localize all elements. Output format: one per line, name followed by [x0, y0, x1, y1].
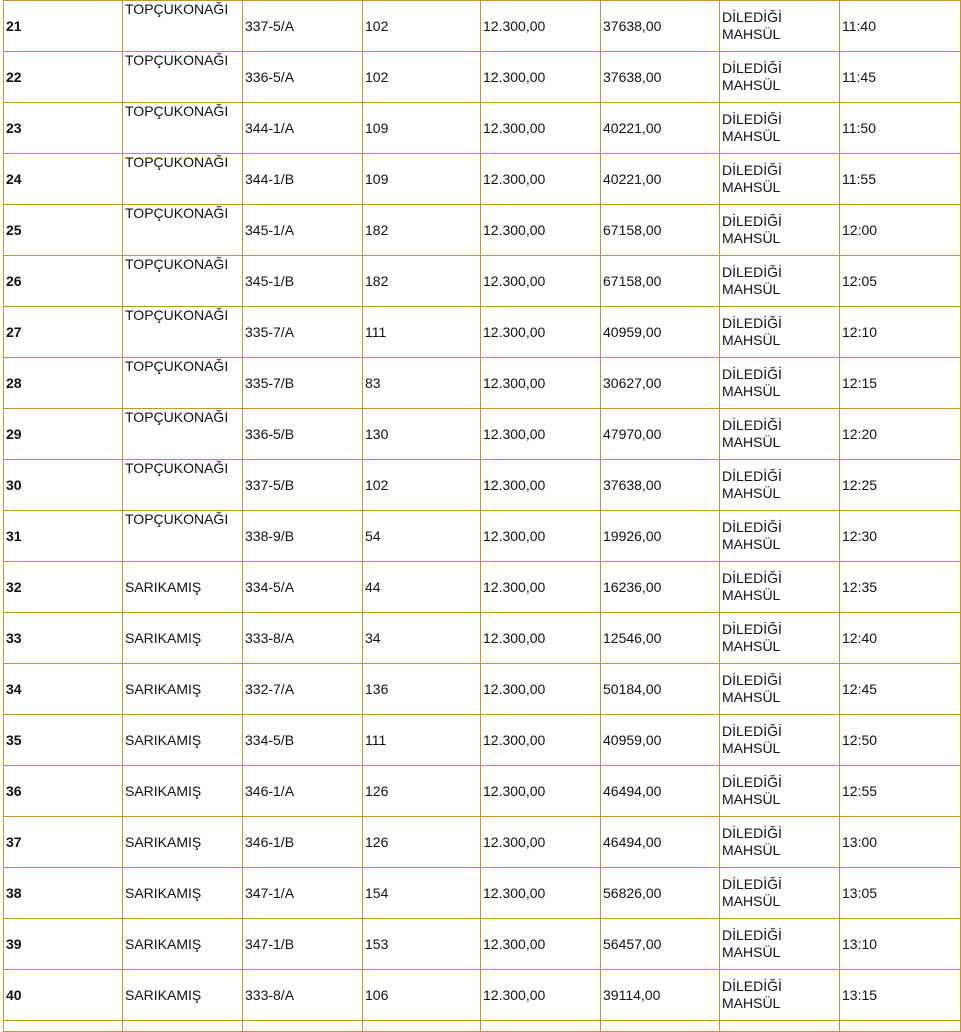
usage-cell: DİLEDİĞİ MAHSÜL	[720, 970, 840, 1021]
usage-cell: DİLEDİĞİ MAHSÜL	[720, 562, 840, 613]
usage-cell: DİLEDİĞİ MAHSÜL	[720, 409, 840, 460]
table-row	[4, 103, 961, 154]
parcel-cell: 337-5/B	[243, 460, 363, 511]
tender-time-cell: 12:15	[840, 358, 961, 409]
table-row	[4, 460, 961, 511]
empty-cell	[243, 1021, 363, 1032]
parcel-cell: 346-1/A	[243, 766, 363, 817]
area-cell: 111	[363, 307, 481, 358]
row-number-cell: 31	[4, 511, 123, 562]
neighborhood-cell: SARIKAMIŞ	[123, 817, 243, 868]
neighborhood-cell: SARIKAMIŞ	[123, 868, 243, 919]
usage-cell: DİLEDİĞİ MAHSÜL	[720, 613, 840, 664]
unit-price-cell: 12.300,00	[481, 103, 601, 154]
neighborhood-cell: TOPÇUKONAĞI	[123, 205, 243, 256]
area-cell: 102	[363, 460, 481, 511]
area-cell: 102	[363, 52, 481, 103]
neighborhood-cell: TOPÇUKONAĞI	[123, 154, 243, 205]
area-cell: 34	[363, 613, 481, 664]
unit-price-cell: 12.300,00	[481, 460, 601, 511]
row-number-cell: 37	[4, 817, 123, 868]
parcel-cell: 334-5/B	[243, 715, 363, 766]
unit-price-cell: 12.300,00	[481, 562, 601, 613]
row-number-cell: 36	[4, 766, 123, 817]
neighborhood-cell: SARIKAMIŞ	[123, 970, 243, 1021]
table-row	[4, 307, 961, 358]
unit-price-cell: 12.300,00	[481, 205, 601, 256]
neighborhood-cell: TOPÇUKONAĞI	[123, 358, 243, 409]
estimated-value-cell: 56826,00	[601, 868, 720, 919]
parcel-cell: 333-8/A	[243, 970, 363, 1021]
unit-price-cell: 12.300,00	[481, 715, 601, 766]
table-row-partial	[4, 1021, 961, 1032]
row-number-cell: 21	[4, 1, 123, 52]
parcel-cell: 338-9/B	[243, 511, 363, 562]
table-row	[4, 409, 961, 460]
area-cell: 182	[363, 205, 481, 256]
usage-cell: DİLEDİĞİ MAHSÜL	[720, 307, 840, 358]
parcel-cell: 334-5/A	[243, 562, 363, 613]
neighborhood-cell: TOPÇUKONAĞI	[123, 1, 243, 52]
unit-price-cell: 12.300,00	[481, 664, 601, 715]
usage-cell: DİLEDİĞİ MAHSÜL	[720, 358, 840, 409]
row-number-cell: 24	[4, 154, 123, 205]
usage-cell: DİLEDİĞİ MAHSÜL	[720, 154, 840, 205]
parcel-cell: 347-1/A	[243, 868, 363, 919]
table-row	[4, 970, 961, 1021]
estimated-value-cell: 40221,00	[601, 103, 720, 154]
usage-cell: DİLEDİĞİ MAHSÜL	[720, 664, 840, 715]
tender-time-cell: 11:55	[840, 154, 961, 205]
row-number-cell: 23	[4, 103, 123, 154]
usage-cell: DİLEDİĞİ MAHSÜL	[720, 256, 840, 307]
unit-price-cell: 12.300,00	[481, 52, 601, 103]
estimated-value-cell: 19926,00	[601, 511, 720, 562]
tender-schedule-document	[3, 0, 960, 1032]
empty-cell	[481, 1021, 601, 1032]
usage-cell: DİLEDİĞİ MAHSÜL	[720, 460, 840, 511]
table-row	[4, 358, 961, 409]
neighborhood-cell: TOPÇUKONAĞI	[123, 103, 243, 154]
parcel-cell: 345-1/A	[243, 205, 363, 256]
tender-time-cell: 12:40	[840, 613, 961, 664]
usage-cell: DİLEDİĞİ MAHSÜL	[720, 103, 840, 154]
empty-cell	[4, 1021, 123, 1032]
area-cell: 153	[363, 919, 481, 970]
neighborhood-cell: TOPÇUKONAĞI	[123, 409, 243, 460]
row-number-cell: 26	[4, 256, 123, 307]
row-number-cell: 32	[4, 562, 123, 613]
neighborhood-cell: TOPÇUKONAĞI	[123, 460, 243, 511]
empty-cell	[363, 1021, 481, 1032]
row-number-cell: 35	[4, 715, 123, 766]
estimated-value-cell: 37638,00	[601, 1, 720, 52]
unit-price-cell: 12.300,00	[481, 817, 601, 868]
tender-time-cell: 11:50	[840, 103, 961, 154]
empty-cell	[601, 1021, 720, 1032]
neighborhood-cell: TOPÇUKONAĞI	[123, 511, 243, 562]
neighborhood-cell: SARIKAMIŞ	[123, 766, 243, 817]
row-number-cell: 25	[4, 205, 123, 256]
empty-cell	[840, 1021, 961, 1032]
usage-cell: DİLEDİĞİ MAHSÜL	[720, 52, 840, 103]
area-cell: 182	[363, 256, 481, 307]
parcel-cell: 344-1/B	[243, 154, 363, 205]
parcel-cell: 336-5/B	[243, 409, 363, 460]
unit-price-cell: 12.300,00	[481, 511, 601, 562]
row-number-cell: 27	[4, 307, 123, 358]
estimated-value-cell: 39114,00	[601, 970, 720, 1021]
area-cell: 126	[363, 817, 481, 868]
parcel-cell: 332-7/A	[243, 664, 363, 715]
usage-cell: DİLEDİĞİ MAHSÜL	[720, 715, 840, 766]
unit-price-cell: 12.300,00	[481, 1, 601, 52]
estimated-value-cell: 46494,00	[601, 766, 720, 817]
table-row	[4, 817, 961, 868]
unit-price-cell: 12.300,00	[481, 613, 601, 664]
usage-cell: DİLEDİĞİ MAHSÜL	[720, 868, 840, 919]
usage-cell: DİLEDİĞİ MAHSÜL	[720, 766, 840, 817]
area-cell: 102	[363, 1, 481, 52]
parcel-cell: 333-8/A	[243, 613, 363, 664]
tender-time-cell: 11:45	[840, 52, 961, 103]
unit-price-cell: 12.300,00	[481, 919, 601, 970]
neighborhood-cell: SARIKAMIŞ	[123, 664, 243, 715]
parcel-cell: 345-1/B	[243, 256, 363, 307]
tender-time-cell: 12:10	[840, 307, 961, 358]
unit-price-cell: 12.300,00	[481, 256, 601, 307]
tender-time-cell: 11:40	[840, 1, 961, 52]
area-cell: 111	[363, 715, 481, 766]
usage-cell: DİLEDİĞİ MAHSÜL	[720, 1, 840, 52]
tender-time-cell: 12:50	[840, 715, 961, 766]
parcel-cell: 337-5/A	[243, 1, 363, 52]
estimated-value-cell: 12546,00	[601, 613, 720, 664]
tender-time-cell: 12:05	[840, 256, 961, 307]
table-row	[4, 52, 961, 103]
area-cell: 109	[363, 103, 481, 154]
row-number-cell: 29	[4, 409, 123, 460]
parcel-cell: 344-1/A	[243, 103, 363, 154]
neighborhood-cell: TOPÇUKONAĞI	[123, 256, 243, 307]
tender-time-cell: 12:25	[840, 460, 961, 511]
unit-price-cell: 12.300,00	[481, 307, 601, 358]
tender-time-cell: 12:30	[840, 511, 961, 562]
neighborhood-cell: SARIKAMIŞ	[123, 613, 243, 664]
tender-time-cell: 13:10	[840, 919, 961, 970]
tender-time-cell: 12:35	[840, 562, 961, 613]
area-cell: 83	[363, 358, 481, 409]
row-number-cell: 30	[4, 460, 123, 511]
row-number-cell: 40	[4, 970, 123, 1021]
row-number-cell: 22	[4, 52, 123, 103]
row-number-cell: 28	[4, 358, 123, 409]
table-row	[4, 562, 961, 613]
unit-price-cell: 12.300,00	[481, 409, 601, 460]
neighborhood-cell: SARIKAMIŞ	[123, 715, 243, 766]
table-body	[4, 1, 961, 1032]
estimated-value-cell: 37638,00	[601, 460, 720, 511]
estimated-value-cell: 47970,00	[601, 409, 720, 460]
area-cell: 106	[363, 970, 481, 1021]
estimated-value-cell: 50184,00	[601, 664, 720, 715]
row-number-cell: 33	[4, 613, 123, 664]
tender-time-cell: 13:05	[840, 868, 961, 919]
empty-cell	[720, 1021, 840, 1032]
tender-time-cell: 12:55	[840, 766, 961, 817]
usage-cell: DİLEDİĞİ MAHSÜL	[720, 919, 840, 970]
row-number-cell: 38	[4, 868, 123, 919]
unit-price-cell: 12.300,00	[481, 970, 601, 1021]
unit-price-cell: 12.300,00	[481, 766, 601, 817]
estimated-value-cell: 40959,00	[601, 307, 720, 358]
row-number-cell: 39	[4, 919, 123, 970]
parcel-tender-table	[3, 0, 961, 1032]
table-row	[4, 613, 961, 664]
usage-cell: DİLEDİĞİ MAHSÜL	[720, 511, 840, 562]
unit-price-cell: 12.300,00	[481, 154, 601, 205]
parcel-cell: 346-1/B	[243, 817, 363, 868]
area-cell: 130	[363, 409, 481, 460]
neighborhood-cell: TOPÇUKONAĞI	[123, 307, 243, 358]
table-row	[4, 154, 961, 205]
empty-cell	[123, 1021, 243, 1032]
table-row	[4, 664, 961, 715]
table-row	[4, 1, 961, 52]
tender-time-cell: 12:00	[840, 205, 961, 256]
area-cell: 126	[363, 766, 481, 817]
estimated-value-cell: 67158,00	[601, 256, 720, 307]
usage-cell: DİLEDİĞİ MAHSÜL	[720, 205, 840, 256]
area-cell: 154	[363, 868, 481, 919]
estimated-value-cell: 46494,00	[601, 817, 720, 868]
neighborhood-cell: TOPÇUKONAĞI	[123, 52, 243, 103]
area-cell: 109	[363, 154, 481, 205]
neighborhood-cell: SARIKAMIŞ	[123, 919, 243, 970]
estimated-value-cell: 30627,00	[601, 358, 720, 409]
tender-time-cell: 12:20	[840, 409, 961, 460]
parcel-cell: 347-1/B	[243, 919, 363, 970]
usage-cell: DİLEDİĞİ MAHSÜL	[720, 817, 840, 868]
tender-time-cell: 12:45	[840, 664, 961, 715]
table-row	[4, 766, 961, 817]
neighborhood-cell: SARIKAMIŞ	[123, 562, 243, 613]
unit-price-cell: 12.300,00	[481, 358, 601, 409]
table-row	[4, 868, 961, 919]
parcel-cell: 335-7/B	[243, 358, 363, 409]
estimated-value-cell: 37638,00	[601, 52, 720, 103]
estimated-value-cell: 56457,00	[601, 919, 720, 970]
table-row	[4, 511, 961, 562]
unit-price-cell: 12.300,00	[481, 868, 601, 919]
parcel-cell: 335-7/A	[243, 307, 363, 358]
estimated-value-cell: 40959,00	[601, 715, 720, 766]
table-row	[4, 919, 961, 970]
tender-time-cell: 13:00	[840, 817, 961, 868]
row-number-cell: 34	[4, 664, 123, 715]
estimated-value-cell: 40221,00	[601, 154, 720, 205]
table-row	[4, 715, 961, 766]
tender-time-cell: 13:15	[840, 970, 961, 1021]
area-cell: 54	[363, 511, 481, 562]
table-row	[4, 205, 961, 256]
table-row	[4, 256, 961, 307]
area-cell: 44	[363, 562, 481, 613]
parcel-cell: 336-5/A	[243, 52, 363, 103]
estimated-value-cell: 16236,00	[601, 562, 720, 613]
area-cell: 136	[363, 664, 481, 715]
estimated-value-cell: 67158,00	[601, 205, 720, 256]
